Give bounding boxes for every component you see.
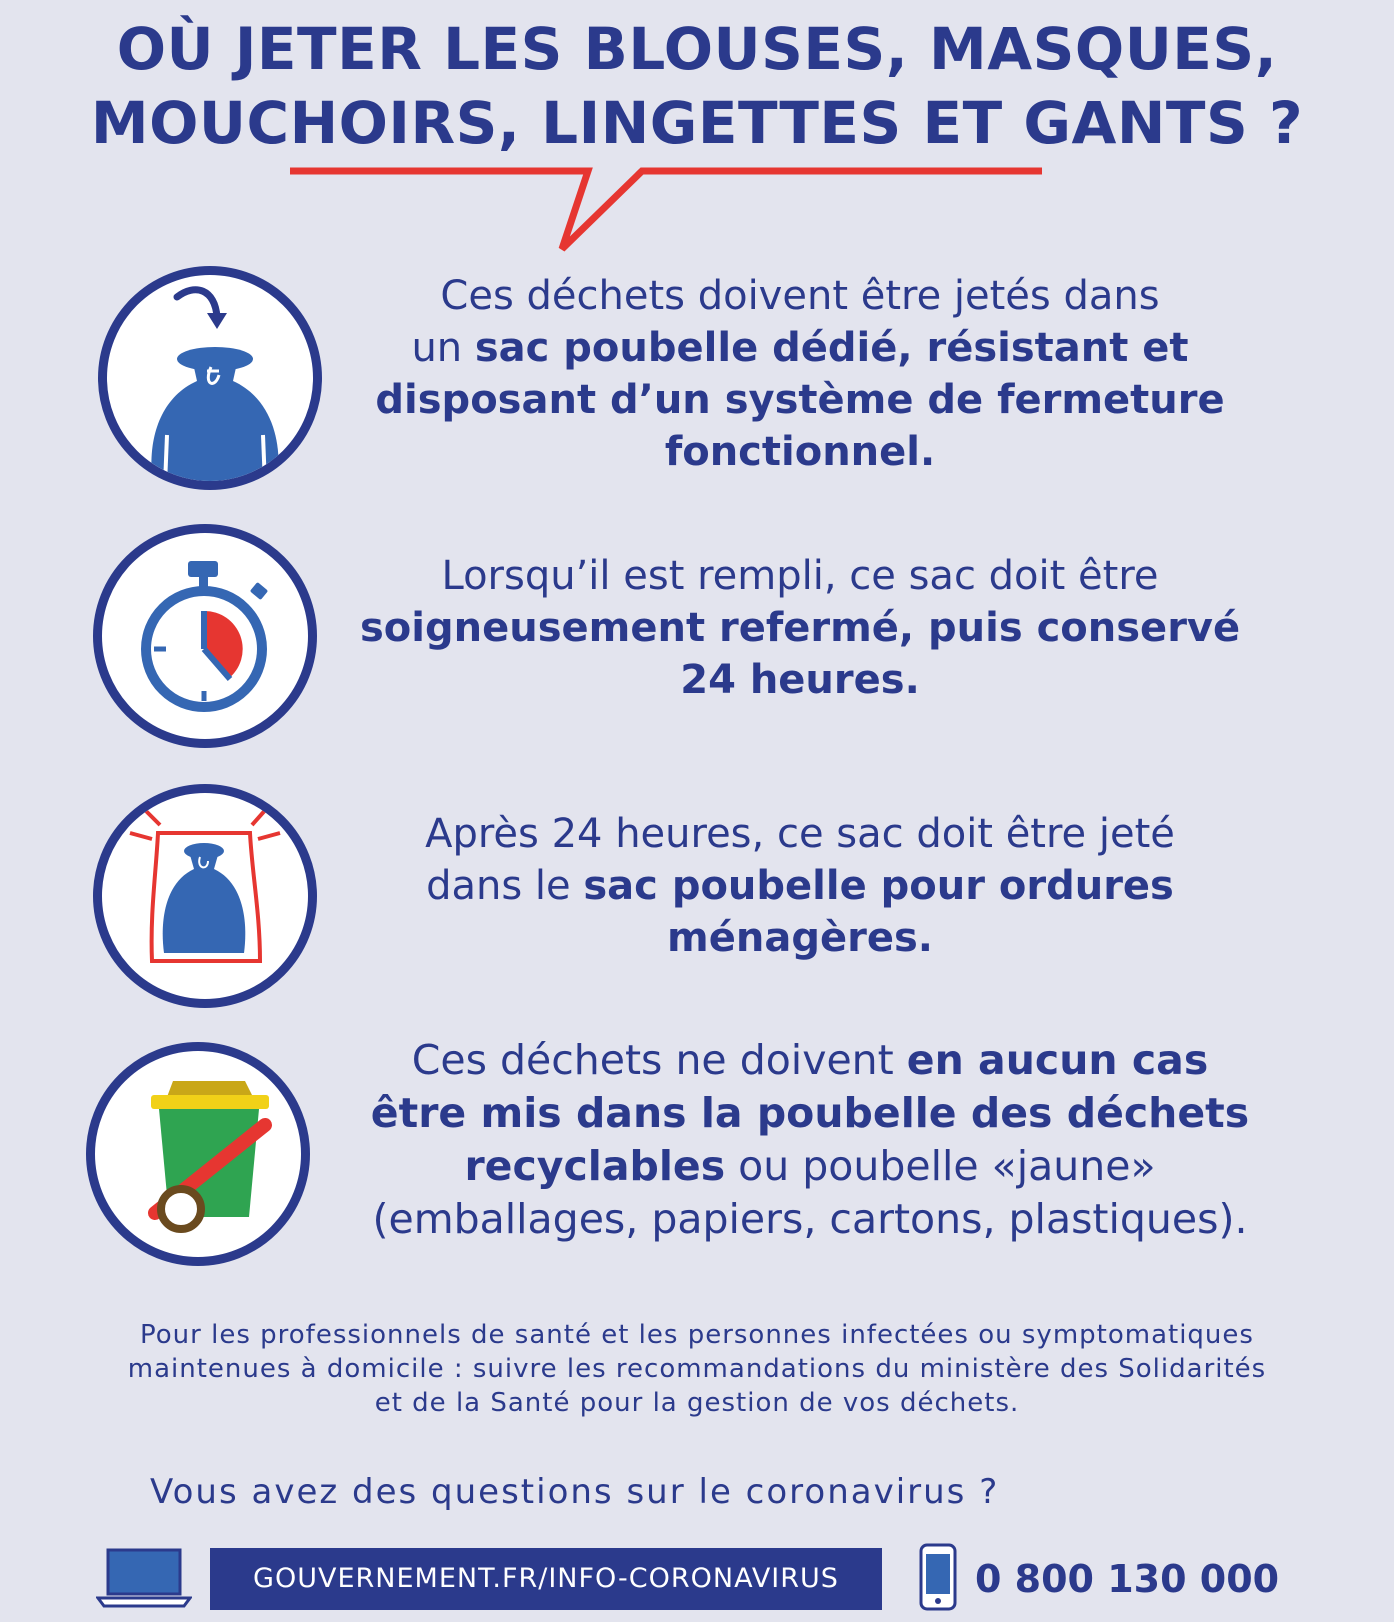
speech-bubble-line bbox=[290, 165, 1050, 255]
footnote-line-2: maintenues à domicile : suivre les recommandations du ministère des Solidarités bbox=[127, 1354, 1267, 1384]
step-4-text bbox=[350, 1034, 1270, 1246]
step-1-line-3: disposant d’un système de fermeture bbox=[375, 377, 1225, 423]
step-4-line-3: recyclables ou poubelle «jaune» bbox=[464, 1142, 1156, 1190]
step-3-line-2: dans le sac poubelle pour ordures bbox=[426, 863, 1174, 909]
page-title bbox=[0, 12, 1394, 160]
step-3-line-3: ménagères. bbox=[667, 915, 933, 961]
step-2-line-3: 24 heures. bbox=[680, 657, 920, 703]
step-1-line-1: Ces déchets doivent être jetés dans bbox=[440, 273, 1160, 319]
step-1-line-2: un sac poubelle dédié, résistant et bbox=[411, 325, 1189, 371]
step-4-line-1: Ces déchets ne doivent en aucun cas bbox=[411, 1036, 1209, 1084]
health-professionals-note bbox=[0, 1318, 1394, 1420]
step-3-text bbox=[360, 808, 1240, 964]
title-line-1: OÙ JETER LES BLOUSES, MASQUES, bbox=[116, 15, 1278, 83]
step-2-line-1: Lorsqu’il est rempli, ce sac doit être bbox=[441, 553, 1159, 599]
stopwatch-icon bbox=[93, 524, 317, 748]
step-2-text bbox=[360, 550, 1240, 706]
step-1-text bbox=[360, 270, 1240, 478]
footnote-line-3: et de la Santé pour la gestion de vos déchets. bbox=[374, 1388, 1020, 1418]
trash-bag-icon bbox=[98, 266, 322, 490]
closed-bag-icon bbox=[93, 784, 317, 1008]
title-line-2: MOUCHOIRS, LINGETTES ET GANTS ? bbox=[90, 89, 1304, 157]
hotline-number[interactable]: 0 800 130 000 bbox=[975, 1557, 1280, 1601]
step-3-line-1: Après 24 heures, ce sac doit être jeté bbox=[425, 811, 1175, 857]
mobile-phone-icon bbox=[918, 1542, 958, 1612]
step-2-line-2: soigneusement refermé, puis conservé bbox=[360, 605, 1241, 651]
step-1-line-4: fonctionnel. bbox=[664, 429, 936, 475]
step-4-line-2: être mis dans la poubelle des déchets bbox=[370, 1089, 1250, 1137]
footnote-line-1: Pour les professionnels de santé et les personnes infectées ou symptomatiques bbox=[140, 1320, 1254, 1350]
coronavirus-question: Vous avez des questions sur le coronavirus ? bbox=[150, 1472, 1000, 1512]
crossed-recycling-bin-icon bbox=[86, 1042, 310, 1266]
info-coronavirus-link[interactable]: GOUVERNEMENT.FR/INFO-CORONAVIRUS bbox=[210, 1548, 882, 1610]
step-4-line-4: (emballages, papiers, cartons, plastiques). bbox=[372, 1195, 1248, 1243]
laptop-icon bbox=[96, 1548, 192, 1608]
